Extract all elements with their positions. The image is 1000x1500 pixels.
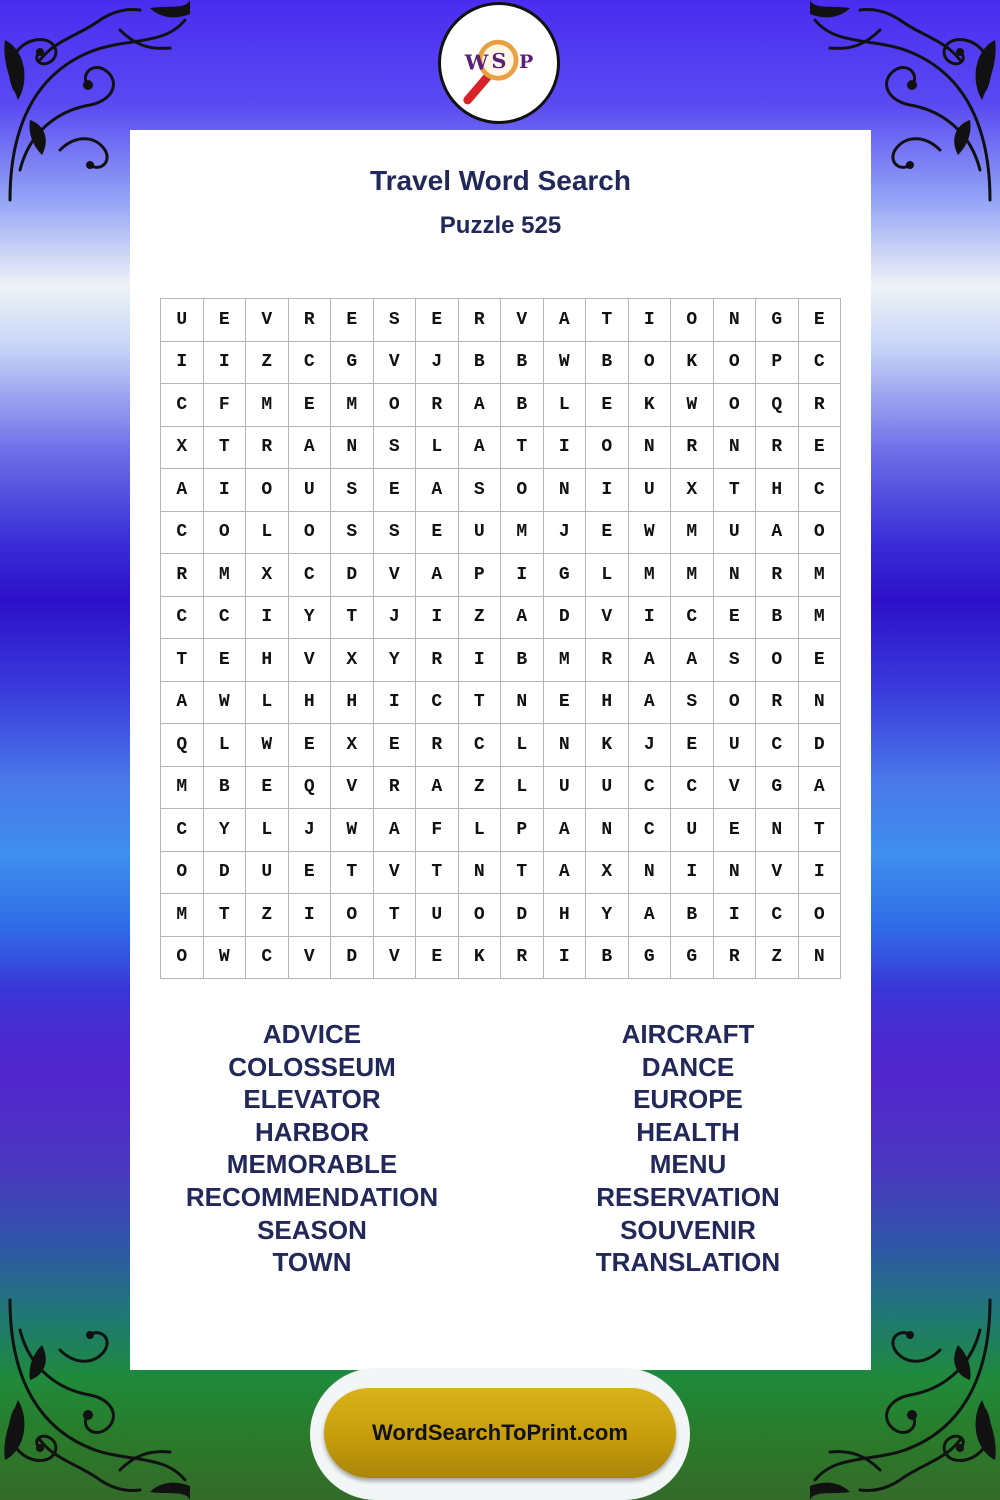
grid-cell[interactable]: C xyxy=(756,724,799,767)
grid-cell[interactable]: C xyxy=(289,342,332,385)
grid-cell[interactable]: C xyxy=(161,809,204,852)
grid-cell[interactable]: N xyxy=(714,299,757,342)
grid-cell[interactable]: O xyxy=(331,894,374,937)
grid-cell[interactable]: E xyxy=(799,639,842,682)
grid-cell[interactable]: O xyxy=(289,512,332,555)
grid-cell[interactable]: E xyxy=(714,809,757,852)
grid-cell[interactable]: P xyxy=(501,809,544,852)
grid-cell[interactable]: N xyxy=(799,937,842,980)
grid-cell[interactable]: T xyxy=(586,299,629,342)
grid-cell[interactable]: V xyxy=(289,639,332,682)
grid-cell[interactable]: G xyxy=(629,937,672,980)
grid-cell[interactable]: D xyxy=(331,554,374,597)
grid-cell[interactable]: E xyxy=(586,512,629,555)
grid-cell[interactable]: C xyxy=(629,809,672,852)
puzzle-sheet xyxy=(130,130,871,1370)
grid-cell[interactable]: A xyxy=(459,427,502,470)
grid-cell[interactable]: Z xyxy=(459,597,502,640)
grid-cell[interactable]: I xyxy=(544,937,587,980)
grid-cell[interactable]: H xyxy=(586,682,629,725)
grid-cell[interactable]: D xyxy=(799,724,842,767)
grid-cell[interactable]: L xyxy=(246,809,289,852)
grid-cell[interactable]: U xyxy=(671,809,714,852)
grid-cell[interactable]: W xyxy=(246,724,289,767)
grid-cell[interactable]: R xyxy=(161,554,204,597)
grid-cell[interactable]: C xyxy=(289,554,332,597)
grid-cell[interactable]: T xyxy=(799,809,842,852)
grid-cell[interactable]: A xyxy=(629,894,672,937)
grid-cell[interactable]: A xyxy=(629,682,672,725)
grid-cell[interactable]: L xyxy=(501,724,544,767)
grid-cell[interactable]: I xyxy=(459,639,502,682)
grid-cell[interactable]: O xyxy=(204,512,247,555)
grid-cell[interactable]: T xyxy=(161,639,204,682)
grid-cell[interactable]: T xyxy=(714,469,757,512)
grid-cell[interactable]: C xyxy=(756,894,799,937)
grid-cell[interactable]: M xyxy=(161,767,204,810)
grid-cell[interactable]: C xyxy=(799,469,842,512)
puzzle-number: Puzzle 525 xyxy=(439,212,562,239)
grid-cell[interactable]: J xyxy=(289,809,332,852)
grid-cell[interactable]: U xyxy=(161,299,204,342)
grid-cell[interactable]: H xyxy=(331,682,374,725)
site-link-button[interactable]: WordSearchToPrint.com xyxy=(324,1388,676,1478)
grid-cell[interactable]: E xyxy=(374,724,417,767)
grid-cell[interactable]: B xyxy=(459,342,502,385)
grid-cell[interactable]: R xyxy=(416,384,459,427)
grid-cell[interactable]: I xyxy=(714,894,757,937)
grid-cell[interactable]: O xyxy=(714,342,757,385)
grid-cell[interactable]: R xyxy=(416,724,459,767)
grid-cell[interactable]: U xyxy=(246,852,289,895)
grid-cell[interactable]: U xyxy=(586,767,629,810)
grid-cell[interactable]: E xyxy=(799,427,842,470)
grid-cell[interactable]: O xyxy=(374,384,417,427)
grid-cell[interactable]: R xyxy=(246,427,289,470)
grid-cell[interactable]: B xyxy=(671,894,714,937)
grid-cell[interactable]: L xyxy=(246,512,289,555)
grid-cell[interactable]: V xyxy=(331,767,374,810)
word-list-right xyxy=(538,1018,838,1279)
grid-cell[interactable]: S xyxy=(714,639,757,682)
grid-cell[interactable]: E xyxy=(289,384,332,427)
grid-cell[interactable]: O xyxy=(586,427,629,470)
grid-cell[interactable]: A xyxy=(289,427,332,470)
grid-cell[interactable]: I xyxy=(544,427,587,470)
grid-cell[interactable]: I xyxy=(501,554,544,597)
grid-cell[interactable]: F xyxy=(416,809,459,852)
grid-cell[interactable]: H xyxy=(246,639,289,682)
word-list-item: RECOMMENDATION xyxy=(185,1181,439,1212)
grid-cell[interactable]: S xyxy=(331,469,374,512)
grid-cell[interactable]: G xyxy=(331,342,374,385)
grid-cell[interactable]: T xyxy=(416,852,459,895)
grid-cell[interactable]: U xyxy=(416,894,459,937)
grid-cell[interactable]: O xyxy=(799,512,842,555)
grid-cell[interactable]: I xyxy=(289,894,332,937)
grid-cell[interactable]: N xyxy=(459,852,502,895)
grid-cell[interactable]: A xyxy=(756,512,799,555)
logo-letter-s: S xyxy=(491,47,507,73)
word-list-item: EUROPE xyxy=(633,1084,743,1115)
grid-cell[interactable]: O xyxy=(756,639,799,682)
grid-cell[interactable]: J xyxy=(629,724,672,767)
grid-cell[interactable]: M xyxy=(501,512,544,555)
grid-cell[interactable]: A xyxy=(501,597,544,640)
grid-cell[interactable]: G xyxy=(544,554,587,597)
grid-cell[interactable]: E xyxy=(374,469,417,512)
grid-cell[interactable]: P xyxy=(459,554,502,597)
grid-cell[interactable]: I xyxy=(416,597,459,640)
grid-cell[interactable]: N xyxy=(331,427,374,470)
grid-cell[interactable]: C xyxy=(459,724,502,767)
grid-cell[interactable]: Q xyxy=(161,724,204,767)
grid-cell[interactable]: X xyxy=(161,427,204,470)
grid-cell[interactable]: T xyxy=(331,597,374,640)
grid-cell[interactable]: N xyxy=(799,682,842,725)
grid-cell[interactable]: L xyxy=(416,427,459,470)
grid-cell[interactable]: T xyxy=(501,852,544,895)
word-list-item: MENU xyxy=(649,1149,727,1180)
grid-cell[interactable]: X xyxy=(246,554,289,597)
grid-cell[interactable]: N xyxy=(501,682,544,725)
word-list-item: ADVICE xyxy=(262,1019,362,1049)
grid-cell[interactable]: O xyxy=(501,469,544,512)
word-list-item: RESERVATION xyxy=(596,1181,780,1212)
grid-cell[interactable]: Y xyxy=(586,894,629,937)
grid-cell[interactable]: R xyxy=(416,639,459,682)
grid-cell[interactable]: M xyxy=(204,554,247,597)
word-list-item: HARBOR xyxy=(254,1116,370,1147)
grid-cell[interactable]: W xyxy=(204,937,247,980)
grid-cell[interactable]: A xyxy=(544,299,587,342)
grid-cell[interactable]: S xyxy=(374,299,417,342)
grid-cell[interactable]: Z xyxy=(459,767,502,810)
grid-cell[interactable]: E xyxy=(714,597,757,640)
grid-cell[interactable]: C xyxy=(246,937,289,980)
grid-cell[interactable]: C xyxy=(799,342,842,385)
grid-cell[interactable]: A xyxy=(544,852,587,895)
grid-cell[interactable]: E xyxy=(289,852,332,895)
grid-cell[interactable]: F xyxy=(204,384,247,427)
grid-cell[interactable]: D xyxy=(501,894,544,937)
grid-cell[interactable]: I xyxy=(586,469,629,512)
grid-cell[interactable]: O xyxy=(714,384,757,427)
word-list-left xyxy=(162,1018,462,1279)
grid-cell[interactable]: C xyxy=(161,512,204,555)
grid-cell[interactable]: C xyxy=(161,597,204,640)
grid-cell[interactable]: Y xyxy=(374,639,417,682)
word-list-item: SOUVENIR xyxy=(620,1214,756,1245)
grid-cell[interactable]: M xyxy=(246,384,289,427)
grid-cell[interactable]: L xyxy=(246,682,289,725)
grid-cell[interactable]: V xyxy=(289,937,332,980)
grid-cell[interactable]: R xyxy=(289,299,332,342)
grid-cell[interactable]: S xyxy=(374,427,417,470)
grid-cell[interactable]: L xyxy=(204,724,247,767)
grid-cell[interactable]: S xyxy=(331,512,374,555)
grid-cell[interactable]: W xyxy=(671,384,714,427)
grid-cell[interactable]: K xyxy=(629,384,672,427)
grid-cell[interactable]: E xyxy=(544,682,587,725)
grid-cell[interactable]: I xyxy=(629,299,672,342)
grid-cell[interactable]: G xyxy=(671,937,714,980)
grid-cell[interactable]: N xyxy=(544,724,587,767)
grid-cell[interactable]: E xyxy=(204,639,247,682)
grid-cell[interactable]: D xyxy=(204,852,247,895)
grid-cell[interactable]: J xyxy=(374,597,417,640)
grid-cell[interactable]: J xyxy=(416,342,459,385)
grid-cell[interactable]: V xyxy=(246,299,289,342)
magnifier-logo-icon xyxy=(441,5,557,121)
grid-cell[interactable]: E xyxy=(586,384,629,427)
grid-cell[interactable]: B xyxy=(501,342,544,385)
grid-cell[interactable]: O xyxy=(629,342,672,385)
grid-cell[interactable]: B xyxy=(586,937,629,980)
grid-cell[interactable]: A xyxy=(629,639,672,682)
grid-cell[interactable]: A xyxy=(161,469,204,512)
grid-cell[interactable]: M xyxy=(671,554,714,597)
grid-cell[interactable]: L xyxy=(459,809,502,852)
grid-cell[interactable]: N xyxy=(756,809,799,852)
grid-cell[interactable]: L xyxy=(586,554,629,597)
grid-cell[interactable]: E xyxy=(331,299,374,342)
grid-cell[interactable]: A xyxy=(416,767,459,810)
word-list-item: TRANSLATION xyxy=(595,1247,781,1278)
grid-cell[interactable]: B xyxy=(501,639,544,682)
word-list-item: HEALTH xyxy=(636,1116,740,1147)
grid-cell[interactable]: B xyxy=(501,384,544,427)
grid-cell[interactable]: B xyxy=(756,597,799,640)
grid-cell[interactable]: N xyxy=(586,809,629,852)
grid-cell[interactable]: C xyxy=(204,597,247,640)
grid-cell[interactable]: O xyxy=(714,682,757,725)
grid-cell[interactable]: M xyxy=(799,554,842,597)
grid-cell[interactable]: C xyxy=(161,384,204,427)
grid-cell[interactable]: O xyxy=(459,894,502,937)
letter-grid xyxy=(160,298,841,979)
grid-cell[interactable]: V xyxy=(756,852,799,895)
grid-cell[interactable]: A xyxy=(671,639,714,682)
grid-cell[interactable]: N xyxy=(544,469,587,512)
grid-cell[interactable]: M xyxy=(629,554,672,597)
grid-cell[interactable]: A xyxy=(416,469,459,512)
grid-cell[interactable]: B xyxy=(586,342,629,385)
grid-cell[interactable]: O xyxy=(161,937,204,980)
grid-cell[interactable]: U xyxy=(714,724,757,767)
word-list-item: TOWN xyxy=(272,1247,352,1278)
grid-cell[interactable]: R xyxy=(714,937,757,980)
grid-cell[interactable]: R xyxy=(756,427,799,470)
grid-cell[interactable]: T xyxy=(204,427,247,470)
grid-cell[interactable]: E xyxy=(416,299,459,342)
grid-cell[interactable]: V xyxy=(501,299,544,342)
logo-letter-p: P xyxy=(518,50,534,73)
grid-cell[interactable]: I xyxy=(161,342,204,385)
grid-cell[interactable]: M xyxy=(161,894,204,937)
grid-cell[interactable]: H xyxy=(289,682,332,725)
grid-cell[interactable]: R xyxy=(459,299,502,342)
grid-cell[interactable]: N xyxy=(629,427,672,470)
word-list-item: AIRCRAFT xyxy=(621,1019,755,1049)
grid-cell[interactable]: E xyxy=(671,724,714,767)
grid-cell[interactable]: U xyxy=(714,512,757,555)
word-list-item: SEASON xyxy=(257,1214,367,1245)
grid-cell[interactable]: T xyxy=(331,852,374,895)
grid-cell[interactable]: J xyxy=(544,512,587,555)
grid-cell[interactable]: A xyxy=(416,554,459,597)
word-list-item: ELEVATOR xyxy=(243,1084,381,1115)
grid-cell[interactable]: A xyxy=(374,809,417,852)
grid-cell[interactable]: I xyxy=(671,852,714,895)
grid-cell[interactable]: T xyxy=(501,427,544,470)
grid-cell[interactable]: D xyxy=(331,937,374,980)
grid-cell[interactable]: O xyxy=(671,299,714,342)
grid-cell[interactable]: Z xyxy=(246,342,289,385)
grid-cell[interactable]: H xyxy=(544,894,587,937)
grid-cell[interactable]: Q xyxy=(756,384,799,427)
grid-cell[interactable]: V xyxy=(714,767,757,810)
grid-cell[interactable]: R xyxy=(671,427,714,470)
grid-cell[interactable]: G xyxy=(756,299,799,342)
grid-cell[interactable]: E xyxy=(289,724,332,767)
word-list-item: COLOSSEUM xyxy=(228,1051,396,1082)
grid-cell[interactable]: H xyxy=(756,469,799,512)
grid-cell[interactable]: M xyxy=(331,384,374,427)
grid-cell[interactable]: X xyxy=(586,852,629,895)
grid-cell[interactable]: O xyxy=(799,894,842,937)
grid-cell[interactable]: Q xyxy=(289,767,332,810)
grid-cell[interactable]: M xyxy=(671,512,714,555)
grid-cell[interactable]: M xyxy=(544,639,587,682)
grid-cell[interactable]: W xyxy=(544,342,587,385)
grid-cell[interactable]: U xyxy=(544,767,587,810)
grid-cell[interactable]: P xyxy=(756,342,799,385)
grid-cell[interactable]: R xyxy=(374,767,417,810)
grid-cell[interactable]: N xyxy=(629,852,672,895)
grid-cell[interactable]: B xyxy=(204,767,247,810)
grid-cell[interactable]: U xyxy=(459,512,502,555)
grid-cell[interactable]: I xyxy=(629,597,672,640)
grid-cell[interactable]: R xyxy=(501,937,544,980)
grid-cell[interactable]: K xyxy=(586,724,629,767)
grid-cell[interactable]: U xyxy=(629,469,672,512)
grid-cell[interactable]: S xyxy=(671,682,714,725)
word-list-item: MEMORABLE xyxy=(226,1149,398,1180)
grid-cell[interactable]: E xyxy=(204,299,247,342)
grid-cell[interactable]: W xyxy=(204,682,247,725)
grid-cell[interactable]: R xyxy=(586,639,629,682)
grid-cell[interactable]: T xyxy=(204,894,247,937)
grid-cell[interactable]: I xyxy=(204,342,247,385)
puzzle-title: Travel Word Search xyxy=(370,165,631,196)
grid-cell[interactable]: C xyxy=(671,767,714,810)
grid-cell[interactable]: X xyxy=(331,724,374,767)
grid-cell[interactable]: X xyxy=(671,469,714,512)
grid-cell[interactable]: A xyxy=(799,767,842,810)
grid-cell[interactable]: T xyxy=(374,894,417,937)
grid-cell[interactable]: Z xyxy=(246,894,289,937)
grid-cell[interactable]: L xyxy=(544,384,587,427)
grid-cell[interactable]: Y xyxy=(289,597,332,640)
grid-cell[interactable]: G xyxy=(756,767,799,810)
grid-cell[interactable]: C xyxy=(416,682,459,725)
grid-cell[interactable]: K xyxy=(459,937,502,980)
site-logo[interactable] xyxy=(438,2,560,124)
grid-cell[interactable]: R xyxy=(756,682,799,725)
grid-cell[interactable]: W xyxy=(629,512,672,555)
grid-cell[interactable]: S xyxy=(374,512,417,555)
logo-letter-w: W xyxy=(464,49,489,75)
grid-cell[interactable]: M xyxy=(799,597,842,640)
grid-cell[interactable]: N xyxy=(714,852,757,895)
grid-cell[interactable]: I xyxy=(374,682,417,725)
grid-cell[interactable]: C xyxy=(629,767,672,810)
grid-cell[interactable]: A xyxy=(544,809,587,852)
grid-cell[interactable]: R xyxy=(799,384,842,427)
grid-cell[interactable]: E xyxy=(416,512,459,555)
grid-cell[interactable]: X xyxy=(331,639,374,682)
grid-cell[interactable]: N xyxy=(714,554,757,597)
grid-cell[interactable]: E xyxy=(246,767,289,810)
grid-cell[interactable]: L xyxy=(501,767,544,810)
grid-cell[interactable]: S xyxy=(459,469,502,512)
grid-cell[interactable]: O xyxy=(161,852,204,895)
grid-cell[interactable]: Z xyxy=(756,937,799,980)
grid-cell[interactable]: N xyxy=(714,427,757,470)
grid-cell[interactable]: E xyxy=(416,937,459,980)
grid-cell[interactable]: O xyxy=(246,469,289,512)
grid-cell[interactable]: I xyxy=(204,469,247,512)
grid-cell[interactable]: I xyxy=(799,852,842,895)
grid-cell[interactable]: T xyxy=(459,682,502,725)
grid-cell[interactable]: R xyxy=(756,554,799,597)
grid-cell[interactable]: E xyxy=(799,299,842,342)
grid-cell[interactable]: V xyxy=(374,342,417,385)
grid-cell[interactable]: A xyxy=(161,682,204,725)
grid-cell[interactable]: U xyxy=(289,469,332,512)
grid-cell[interactable]: A xyxy=(459,384,502,427)
grid-cell[interactable]: V xyxy=(374,852,417,895)
grid-cell[interactable]: V xyxy=(374,554,417,597)
grid-cell[interactable]: Y xyxy=(204,809,247,852)
grid-cell[interactable]: D xyxy=(544,597,587,640)
grid-cell[interactable]: C xyxy=(671,597,714,640)
grid-cell[interactable]: V xyxy=(374,937,417,980)
word-list-item: DANCE xyxy=(641,1051,735,1082)
grid-cell[interactable]: I xyxy=(246,597,289,640)
grid-cell[interactable]: W xyxy=(331,809,374,852)
grid-cell[interactable]: K xyxy=(671,342,714,385)
grid-cell[interactable]: V xyxy=(586,597,629,640)
